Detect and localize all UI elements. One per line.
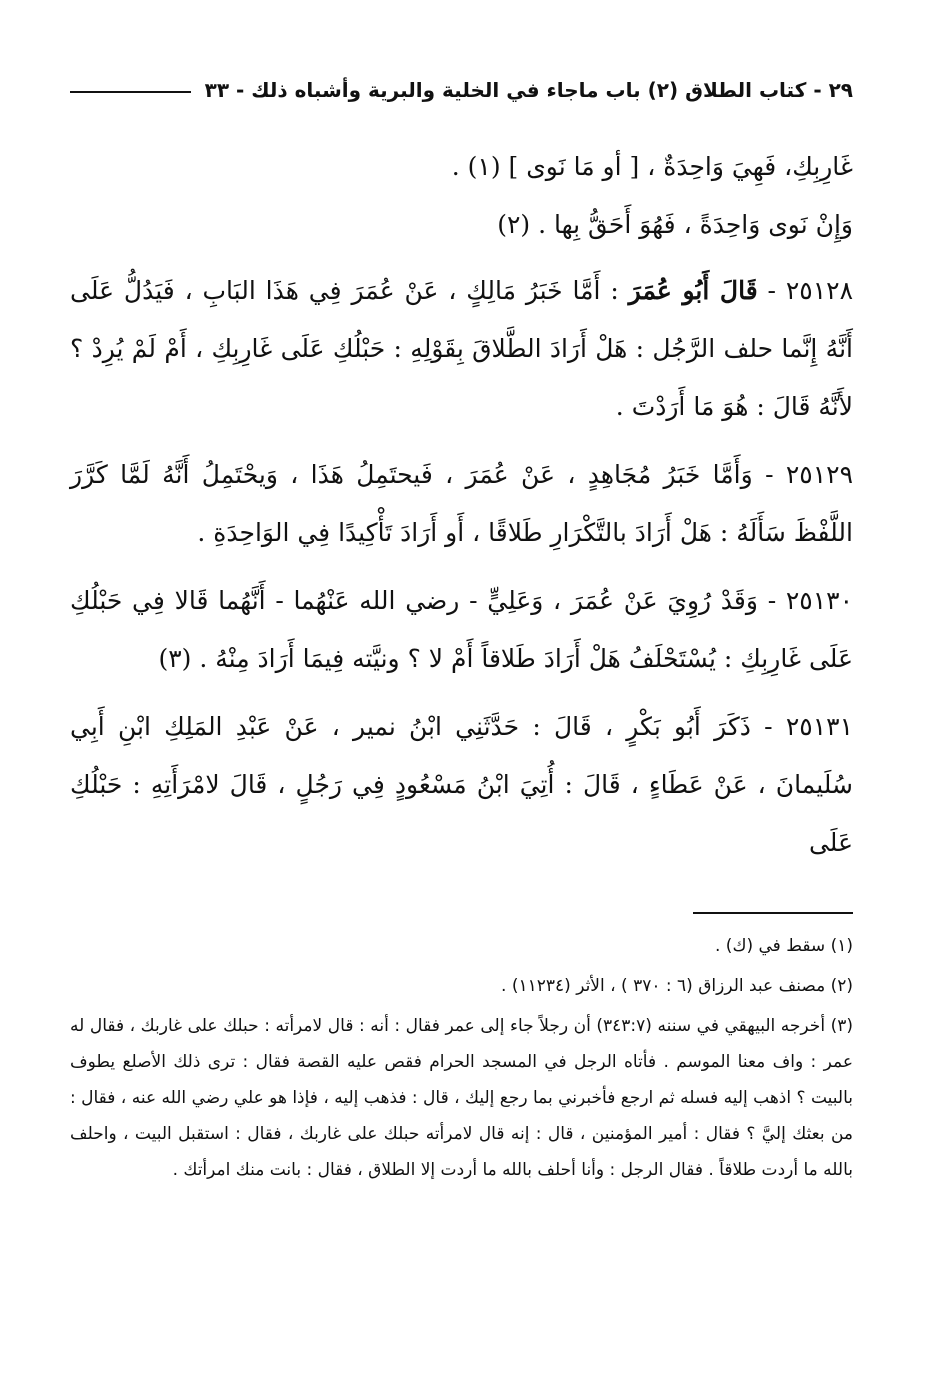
header-title: ٢٩ - كتاب الطلاق (٢) باب ماجاء في الخلية والبرية وأشباه ذلك - ٣٣ — [204, 78, 853, 102]
opening-line-1: غَارِبِكِ، فَهِيَ وَاحِدَةٌ ، [ أو مَا نَوى ] (١) . — [451, 152, 853, 181]
footnote-1: (١) سقط في (ك) . — [715, 936, 853, 956]
header-rule — [70, 91, 191, 93]
paragraph-number: ٢٥١٣٠ — [785, 586, 853, 615]
running-header — [70, 70, 853, 110]
paragraph-text: وَأَمَّا خَبَرُ مُجَاهِدٍ ، عَنْ عُمَرَ ، فَيحتَمِلُ هَذَا ، وَيحْتَمِلُ أَنَّهُ لَمَّا كَرَّرَ اللَّفْظَ سَأَلَهُ : هَلْ أَرَادَ بالتَّكْرَارِ طَلاقًا ، أَو أَرَادَ تَأْكِيدًا فِي الوَاحِدَةِ . — [70, 460, 853, 547]
footnotes — [70, 928, 853, 1192]
paragraph-number: ٢٥١٢٨ — [785, 276, 854, 305]
main-text — [70, 138, 853, 882]
paragraph-lead: قَالَ أَبُو عُمَرَ — [628, 276, 758, 305]
paragraph-text: وَقَدْ رُوِيَ عَنْ عُمَرَ ، وَعَلِيٍّ - رضي الله عَنْهُما - أَنَّهُما قَالا فِي حَبْلُكِ عَلَى غَارِبِكِ : يُسْتَحْلَفُ هَلْ أَرَادَ طَلاقاً أَمْ لا ؟ ونيَّته فِيمَا أَرَادَ مِنْهُ . (٣) — [70, 586, 853, 673]
paragraph-text: : أَمَّا خَبَرُ مَالِكٍ ، عَنْ عُمَرَ فِي هَذَا البَابِ ، فَيَدُلُّ عَلَى أَنَّهُ إِنَّما حلف الرَّجُل : هَلْ أَرَادَ الطَّلاقَ بِقَوْلِهِ : حَبْلُكِ عَلَى غَارِبِكِ ، أَمْ لَمْ يُرِدْ ؟ لأَنَّهُ قَالَ : هُوَ مَا أَرَدْتَ . — [70, 276, 853, 421]
paragraph-25128 — [70, 262, 853, 436]
paragraph-25131 — [70, 698, 853, 872]
paragraph-25129 — [70, 446, 853, 562]
footnote-3: (٣) أخرجه البيهقي في سننه (٣٤٣:٧) أن رجلاً جاء إلى عمر فقال : أنه : قال لامرأته : حبلك على غاربك ، فقال له عمر : واف معنا الموسم . فأتاه الرجل في المسجد الحرام فقص عليه القصة فقال : ترى ذلك الأصلع يطوف بالبيت ؟ اذهب إليه فسله ثم ارجع فأخبرني بما رجع إليك ، قال : فذهب إليه ، فإذا هو علي رضي الله عنه ، فقال : من بعثك إليَّ ؟ فقال : أمير المؤمنين ، قال : إنه قال لامرأته حبلك على غاربك ، فقال : استقبل البيت ، واحلف بالله ما أردت طلاقاً . فقال الرجل : وأنا أحلف بالله ما أردت إلا الطلاق ، فقال : بانت منك امرأتك . — [70, 1016, 854, 1180]
paragraph-dash: - — [764, 712, 773, 741]
paragraph-dash: - — [767, 586, 777, 615]
paragraph-dash: - — [767, 276, 776, 305]
paragraph-number: ٢٥١٢٩ — [785, 460, 853, 489]
footnote-2: (٢) مصنف عبد الرزاق (٦ : ٣٧٠ ) ، الأثر (١١٢٣٤) . — [501, 976, 853, 996]
paragraph-number: ٢٥١٣١ — [785, 712, 853, 741]
opening-line-2: وَإِنْ نَوى وَاحِدَةً ، فَهُوَ أَحَقُّ بِها . (٢) — [497, 210, 853, 239]
paragraph-25130 — [70, 572, 853, 688]
footnote-separator — [693, 912, 853, 914]
paragraph-dash: - — [765, 460, 774, 489]
paragraph-text: ذَكَرَ أَبُو بَكْرٍ ، قَالَ : حَدَّثَنِي ابْنُ نمير ، عَنْ عَبْدِ المَلِكِ ابْنِ أَبِي سُلَيمانَ ، عَنْ عَطَاءٍ ، قَالَ : أُتِيَ ابْنُ مَسْعُودٍ فِي رَجُلٍ ، قَالَ لامْرَأَتِهِ : حَبْلُكِ عَلَى — [70, 712, 853, 857]
